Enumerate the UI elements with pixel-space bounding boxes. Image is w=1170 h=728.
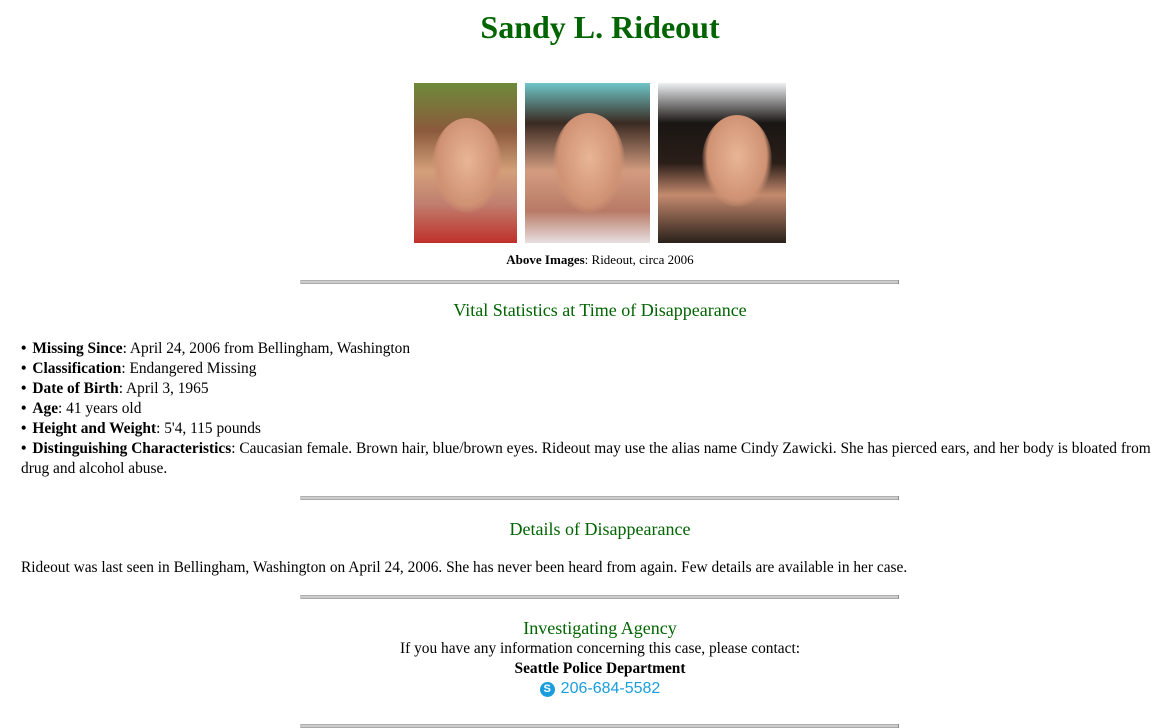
divider (300, 724, 899, 728)
photo-2 (525, 83, 650, 243)
vitals-heading: Vital Statistics at Time of Disappearance (453, 300, 747, 320)
divider (300, 496, 899, 500)
vital-date-of-birth: • Date of Birth: April 3, 1965 (21, 379, 1166, 399)
photo-caption (0, 251, 1170, 269)
caption-label: Above Images (506, 252, 585, 267)
details-heading: Details of Disappearance (509, 519, 691, 539)
agency-name: Seattle Police Department (514, 660, 686, 677)
vital-classification: • Classification: Endangered Missing (21, 359, 1166, 379)
photo-1 (414, 83, 517, 243)
vital-height-weight: • Height and Weight: 5'4, 115 pounds (21, 419, 1166, 439)
caption-text: : Rideout, circa 2006 (584, 252, 694, 267)
vital-distinguishing-characteristics: • Distinguishing Characteristics: Caucasian female. Brown hair, blue/brown eyes. Rideout may use the alias name Cindy Zawicki. She has pierced ears, and her body is bloated from drug and alcohol abuse. (21, 439, 1166, 479)
photo-gallery (0, 83, 1170, 243)
investigating-agency (0, 618, 1170, 699)
page-title: Sandy L. Rideout (480, 9, 720, 45)
vital-age: • Age: 41 years old (21, 399, 1166, 419)
divider (300, 595, 899, 599)
phone-number: 206-684-5582 (560, 680, 661, 697)
vital-missing-since: • Missing Since: April 24, 2006 from Bellingham, Washington (21, 339, 1166, 359)
details-text: Rideout was last seen in Bellingham, Washington on April 24, 2006. She has never been heard from again. Few details are available in her case. (21, 559, 908, 576)
agency-heading: Investigating Agency (523, 618, 677, 638)
agency-intro: If you have any information concerning this case, please contact: (399, 640, 800, 657)
photo-3 (658, 83, 786, 243)
divider (300, 280, 899, 284)
phone-link[interactable] (540, 679, 661, 699)
skype-icon: S (540, 682, 555, 697)
vital-statistics-list (21, 339, 1166, 479)
